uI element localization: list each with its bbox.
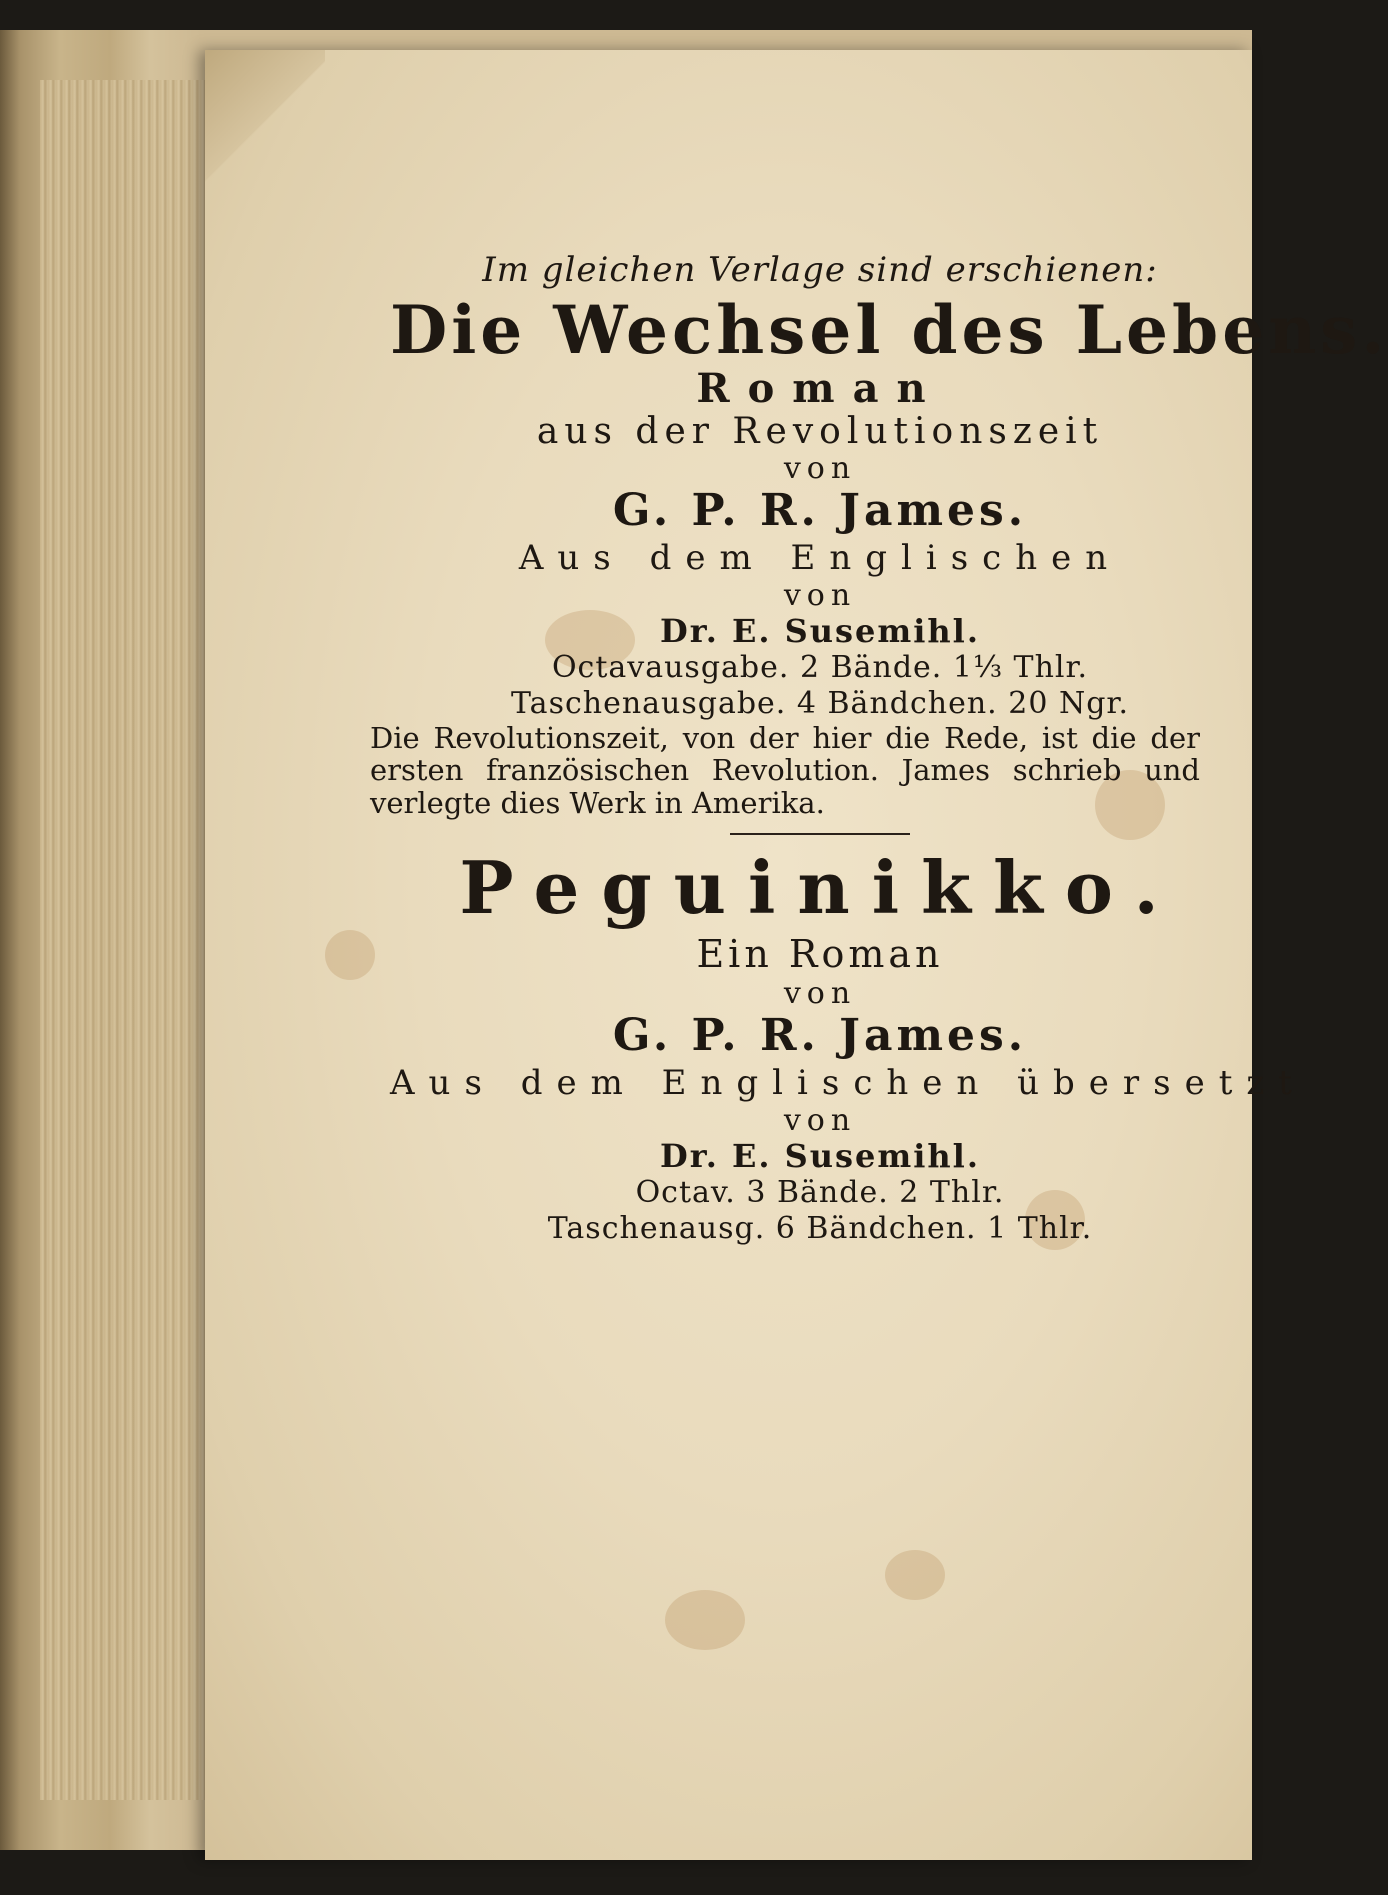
book2-by2: von <box>783 1102 857 1138</box>
book1-translator: Dr. E. Susemihl. <box>660 611 980 650</box>
book2-translator: Dr. E. Susemihl. <box>660 1136 980 1175</box>
foxing-spot <box>325 930 375 980</box>
book1-author: G. P. R. James. <box>612 484 1028 536</box>
book2-author: G. P. R. James. <box>612 1010 1028 1062</box>
book1-edition-pocket: Taschenausgabe. 4 Bändchen. 20 Ngr. <box>511 685 1129 721</box>
foxing-spot <box>885 1550 945 1600</box>
book2-translated: Aus dem Englischen übersetzt <box>390 1063 1306 1104</box>
book2-by: von <box>783 976 857 1012</box>
book1-note: Die Revolutionszeit, von der hier die Rede, ist die der ersten französischen Revolution. James schrieb und verlegte dies Werk in Amerika. <box>370 720 1200 820</box>
page-edges <box>40 80 220 1800</box>
book1-subtitle: aus der Revolutionszeit <box>536 410 1104 452</box>
book2-edition-pocket: Taschenausg. 6 Bändchen. 1 Thlr. <box>547 1211 1093 1247</box>
publisher-intro: Im gleichen Verlage sind erschienen: <box>482 250 1158 290</box>
book2-edition-octav: Octav. 3 Bände. 2 Thlr. <box>635 1175 1005 1211</box>
page-text <box>370 250 1388 1247</box>
book2-genre: Ein Roman <box>696 931 944 976</box>
book1-translated: Aus dem Englischen <box>518 537 1122 578</box>
book2-title: Peguinikko. <box>459 845 1181 931</box>
section-divider <box>730 833 910 835</box>
book1-genre: Roman <box>696 364 944 412</box>
foxing-spot <box>665 1590 745 1650</box>
book1-by2: von <box>783 577 857 613</box>
book1-title: Die Wechsel des Lebens. <box>390 291 1388 369</box>
book1-edition-octav: Octavausgabe. 2 Bände. 1⅓ Thlr. <box>551 649 1089 685</box>
book1-by: von <box>783 450 857 486</box>
page-fold <box>205 50 325 190</box>
